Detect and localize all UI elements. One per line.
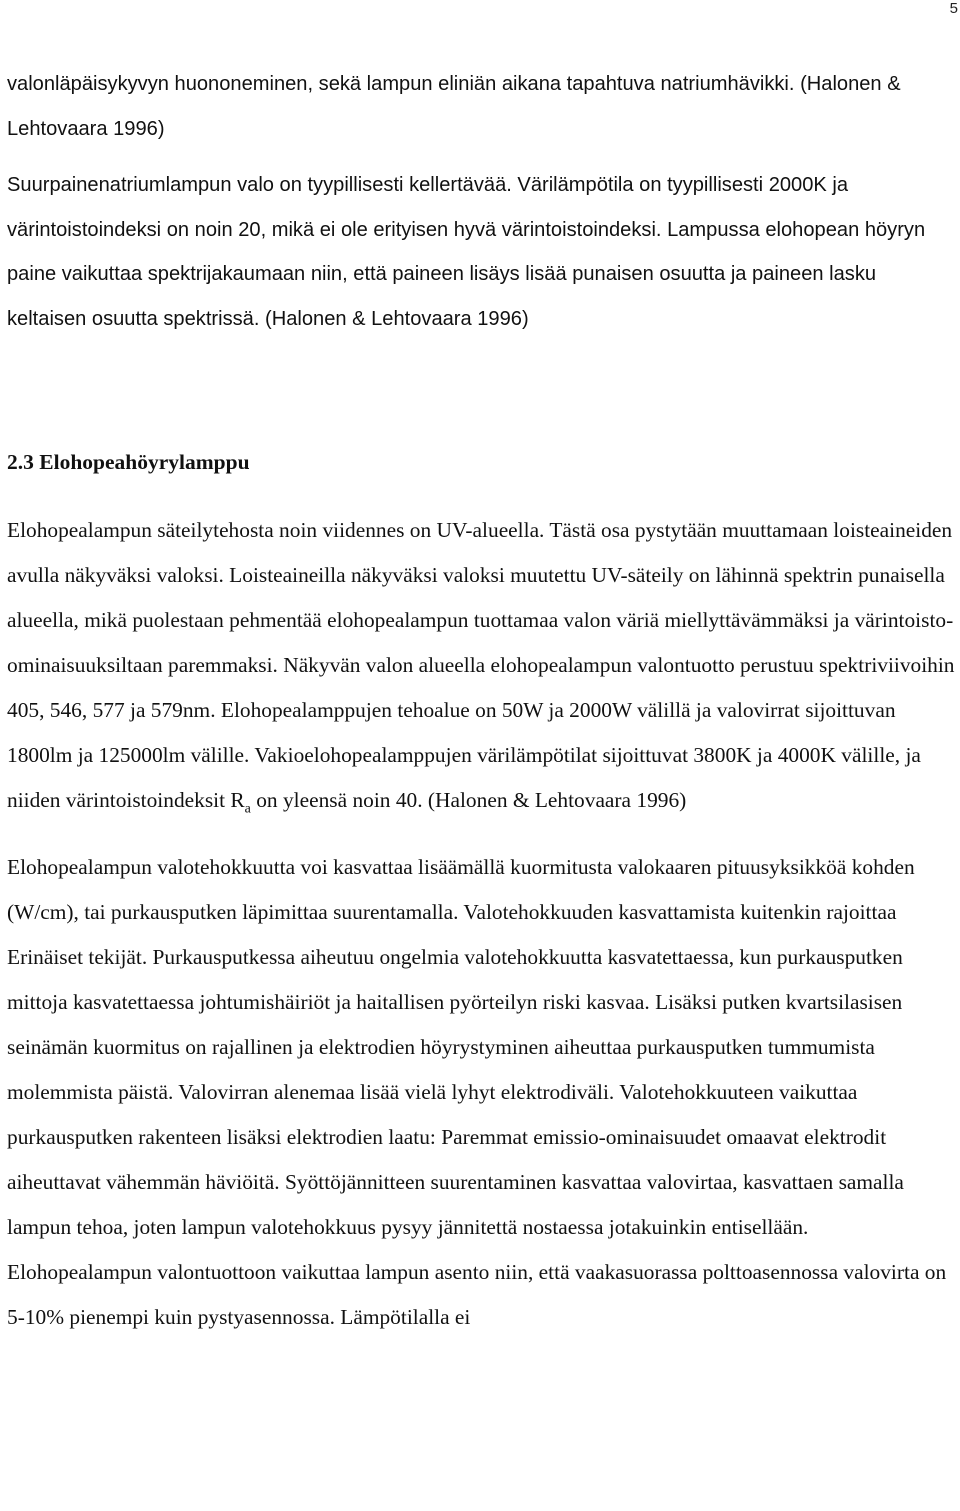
section-block (7, 440, 957, 1340)
intro-paragraph-2: Suurpainenatriumlampun valo on tyypillisesti kellertävää. Värilämpötila on tyypillisesti 2000K ja värintoistoindeksi on noin 20, mikä ei ole erityisen hyvä värintoistoindeksi. Lampussa elohopean höyryn paine vaikuttaa spektrijakaumaan niin, että paineen lisäys lisää punaisen osuutta ja paineen lasku keltaisen osuutta spektrissä. (Halonen & Lehtovaara 1996) (7, 174, 926, 330)
section-paragraph-1 (7, 508, 957, 823)
intro-block (7, 62, 957, 341)
section-heading: 2.3 Elohopeahöyrylamppu (7, 450, 250, 474)
section-paragraph-1-text: Elohopealampun säteilytehosta noin viidennes on UV-alueella. Tästä osa pystytään muuttamaan loisteaineiden avulla näkyväksi valoksi. Loisteaineilla näkyväksi valoksi muutettu UV-säteily on lähinnä spektrin punaisella alueella, mikä puolestaan pehmentää elohopealampun tuottamaa valon väriä miellyttävämmäksi ja värintoisto-ominaisuuksiltaan paremmaksi. Näkyvän valon alueella elohopealampun valontuotto perustuu spektriviivoihin 405, 546, 577 ja 579nm. Elohopealamppujen tehoalue on 50W ja 2000W välillä ja valovirrat sijoittuvan 1800lm ja 125000lm välille. Vakioelohopealamppujen värilämpötilat sijoittuvat 3800K ja 4000K välille, ja niiden värintoistoindeksit R (7, 518, 955, 812)
section-paragraph-1-tail: on yleensä noin 40. (Halonen & Lehtovaara 1996) (250, 788, 687, 812)
section-paragraph-2: Elohopealampun valotehokkuutta voi kasvattaa lisäämällä kuormitusta valokaaren pituusyksikköä kohden (W/cm), tai purkausputken läpimittaa suurentamalla. Valotehokkuuden kasvattamista kuitenkin rajoittaa Erinäiset tekijät. Purkausputkessa aiheutuu ongelmia valotehokkuutta kasvatettaessa, kun purkausputken mittoja kasvatettaessa johtumishäiriöt ja haitallisen pyörteilyn riski kasvaa. Lisäksi putken kvartsilasisen seinämän kuormitus on rajallinen ja elektrodien höyrystyminen aiheuttaa purkausputken tummumista molemmista päistä. Valovirran alenemaa lisää vielä lyhyt elektrodiväli. Valotehokkuuteen vaikuttaa purkausputken rakenteen lisäksi elektrodien laatu: Paremmat emissio-ominaisuudet omaavat elektrodit aiheuttavat vähemmän häviöitä. Syöttöjännitteen suurentaminen kasvattaa valovirtaa, kasvattaen samalla lampun tehoa, joten lampun valotehokkuus pysyy jännitettä nostaessa jotakuinkin entisellään. Elohopealampun valontuottoon vaikuttaa lampun asento niin, että vaakasuorassa polttoasennossa valovirta on 5-10% pienempi kuin pystyasennossa. Lämpötilalla ei (7, 855, 947, 1329)
ra-subscript: a (244, 801, 251, 817)
page-number: 5 (949, 0, 958, 17)
intro-paragraph-1: valonläpäisykyvyn huononeminen, sekä lampun eliniän aikana tapahtuva natriumhävikki. (Halonen & Lehtovaara 1996) (7, 73, 901, 140)
